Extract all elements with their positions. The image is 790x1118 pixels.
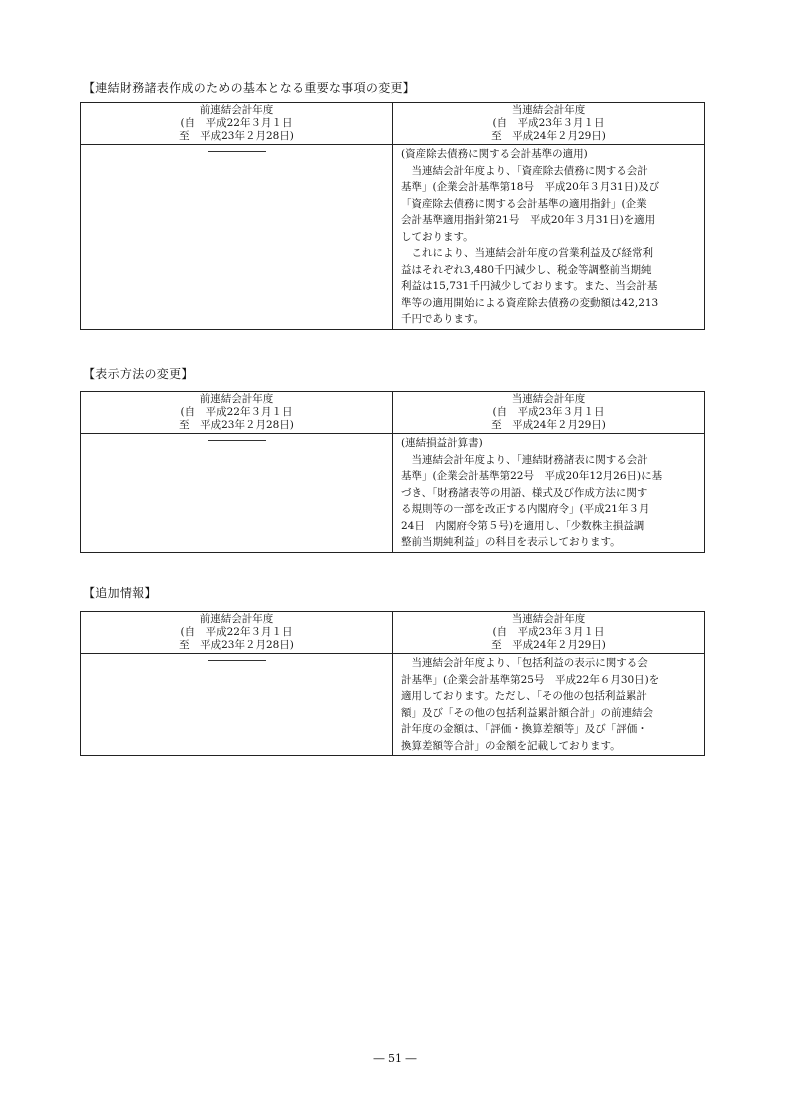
accounting-changes-table [80, 102, 705, 330]
body-line: 当連結会計年度より、「包括利益の表示に関する会 [401, 657, 648, 669]
section-title-presentation-changes: 【表示方法の変更】 [83, 367, 194, 381]
body-line: (資産除去債務に関する会計基準の適用) [401, 148, 588, 160]
body-line: 千円であります。 [401, 313, 485, 325]
header-line: 当連結会計年度 [511, 613, 586, 625]
body-line: しております。 [401, 230, 474, 243]
body-line: 準等の適用開始による資産除去債務の変動額は42,213 [401, 296, 659, 309]
body-line: 24日 内閣府令第５号)を適用し、「少数株主損益調 [401, 519, 645, 532]
empty-dash [208, 440, 266, 441]
table-header-row [81, 392, 705, 434]
curr-period-body [393, 145, 705, 330]
presentation-changes-table [80, 391, 705, 553]
curr-period-body [393, 434, 705, 553]
prev-period-body [81, 434, 393, 553]
body-line: (連結損益計算書) [401, 437, 483, 449]
body-line: 「資産除去債務に関する会計基準の適用指針」(企業 [401, 197, 647, 210]
header-line: 至 平成24年２月29日) [491, 130, 606, 142]
empty-dash [208, 151, 266, 152]
header-line: (自 平成22年３月１日 [180, 406, 293, 418]
header-line: (自 平成22年３月１日 [180, 117, 293, 129]
body-line: 当連結会計年度より、「連結財務諸表に関する会計 [401, 453, 648, 466]
prev-period-body [81, 654, 393, 756]
header-line: 当連結会計年度 [511, 393, 586, 405]
curr-period-header [393, 103, 705, 145]
body-line: これにより、当連結会計年度の営業利益及び経常利 [401, 247, 653, 259]
page-number: ― 51 ― [373, 1052, 417, 1065]
header-line: 前連結会計年度 [199, 393, 274, 405]
header-line: (自 平成23年３月１日 [492, 117, 605, 129]
header-line: 前連結会計年度 [199, 613, 274, 625]
header-line: 至 平成24年２月29日) [491, 419, 606, 431]
header-line: (自 平成22年３月１日 [180, 626, 293, 638]
body-line: 適用しております。ただし、「その他の包括利益累計 [401, 690, 647, 702]
body-line: 基準」(企業会計基準第18号 平成20年３月31日)及び [401, 181, 660, 193]
body-line: 当連結会計年度より、「資産除去債務に関する会計 [401, 164, 648, 177]
table-row [81, 434, 705, 553]
header-line: 至 平成23年２月28日) [179, 130, 294, 142]
prev-period-body [81, 145, 393, 330]
body-line: 換算差額等合計」の金額を記載しております。 [401, 739, 621, 752]
curr-period-header [393, 392, 705, 434]
body-line: づき、「財務諸表等の用語、様式及び作成方法に関す [401, 486, 648, 499]
body-line: 益はそれぞれ3,480千円減少し、税金等調整前当期純 [401, 263, 652, 276]
additional-info-table [80, 611, 705, 756]
body-line: 利益は15,731千円減少しております。また、当会計基 [401, 280, 658, 292]
body-line: 計基準」(企業会計基準第25号 平成22年６月30日)を [401, 673, 660, 686]
body-line: 基準」(企業会計基準第22号 平成20年12月26日)に基 [401, 470, 663, 482]
table-row [81, 654, 705, 756]
table-row [81, 145, 705, 330]
body-line: 整前当期純利益」の科目を表示しております。 [401, 536, 621, 548]
table-header-row [81, 612, 705, 654]
body-line: 会計基準適用指針第21号 平成20年３月31日)を適用 [401, 214, 656, 226]
prev-period-header [81, 392, 393, 434]
body-line: る規則等の一部を改正する内閣府令」(平成21年３月 [401, 503, 650, 515]
prev-period-header [81, 612, 393, 654]
header-line: 前連結会計年度 [199, 104, 274, 116]
curr-period-header [393, 612, 705, 654]
header-line: 至 平成23年２月28日) [179, 639, 294, 651]
curr-period-body [393, 654, 705, 756]
body-line: 計年度の金額は、「評価・換算差額等」及び「評価・ [401, 723, 648, 735]
section-title-additional-info: 【追加情報】 [83, 586, 157, 600]
header-line: 当連結会計年度 [511, 104, 586, 116]
header-line: 至 平成24年２月29日) [491, 639, 606, 651]
section-title-accounting-changes: 【連結財務諸表作成のための基本となる重要な事項の変更】 [83, 81, 416, 95]
header-line: 至 平成23年２月28日) [179, 419, 294, 431]
empty-dash [208, 660, 266, 661]
header-line: (自 平成23年３月１日 [492, 626, 605, 638]
header-line: (自 平成23年３月１日 [492, 406, 605, 418]
body-line: 額」及び「その他の包括利益累計額合計」の前連結会 [401, 706, 653, 719]
prev-period-header [81, 103, 393, 145]
table-header-row [81, 103, 705, 145]
